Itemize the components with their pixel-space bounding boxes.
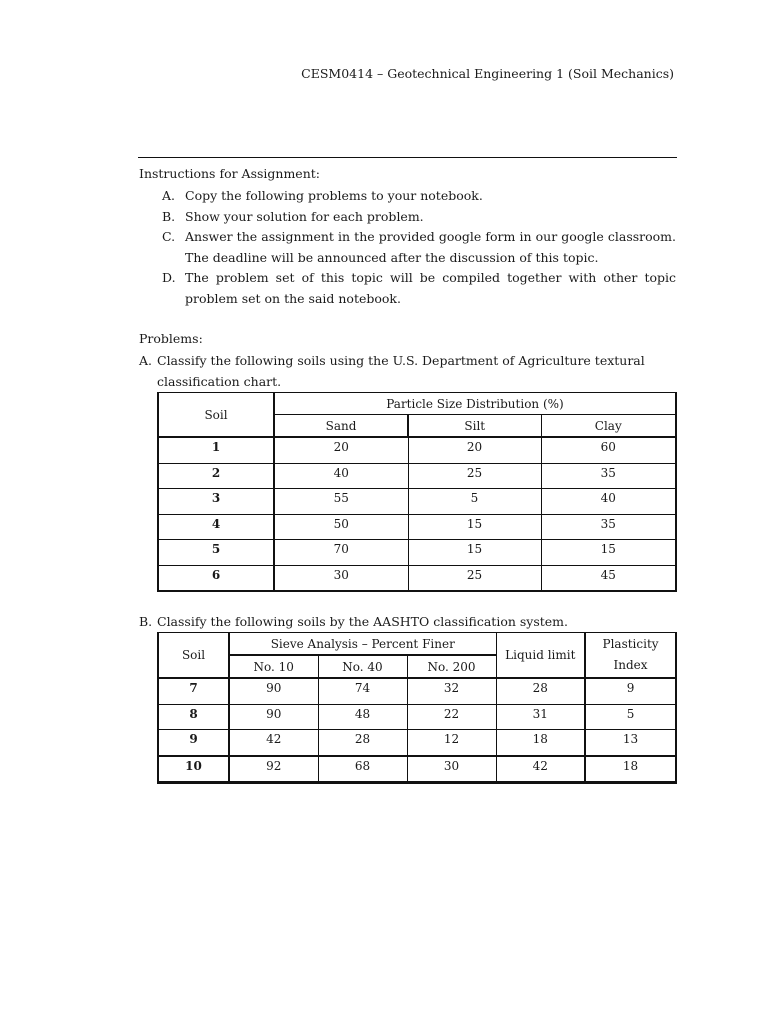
instruction-text: Show your solution for each problem.: [185, 208, 424, 224]
soil-number: 1: [158, 437, 274, 463]
problem-b-marker: B.: [139, 614, 153, 629]
problem-a-marker: A.: [139, 353, 153, 368]
problem-a: [139, 351, 676, 392]
no10-value: 90: [229, 704, 318, 730]
no200-value: 32: [407, 678, 496, 704]
silt-value: 25: [408, 565, 541, 591]
liquid-limit-value: 18: [496, 730, 585, 756]
soil-number: 2: [158, 463, 274, 489]
sand-value: 40: [274, 463, 408, 489]
soil-header: Soil: [158, 633, 229, 679]
table-row: [158, 540, 676, 566]
instruction-text: The problem set of this topic will be compiled together with other topic problem set on the said notebook.: [185, 270, 676, 306]
silt-value: 15: [408, 514, 541, 540]
soil-number: 5: [158, 540, 274, 566]
table-row: [158, 437, 676, 463]
liquid-limit-value: 42: [496, 756, 585, 783]
sieve-analysis-header: Sieve Analysis – Percent Finer: [229, 633, 496, 656]
table-row: [158, 730, 676, 756]
problem-b: [139, 612, 676, 633]
no200-value: 22: [407, 704, 496, 730]
no200-value: 12: [407, 730, 496, 756]
plasticity-index-value: 18: [585, 756, 676, 783]
problem-b-text: Classify the following soils by the AASHTO classification system.: [157, 614, 569, 629]
no200-value: 30: [407, 756, 496, 783]
particle-size-header: Particle Size Distribution (%): [274, 393, 676, 415]
no10-value: 42: [229, 730, 318, 756]
soil-number: 10: [158, 756, 229, 783]
aashto-table: [157, 632, 677, 784]
sand-value: 70: [274, 540, 408, 566]
no10-value: 90: [229, 678, 318, 704]
instructions-list: [162, 186, 676, 309]
soil-number: 7: [158, 678, 229, 704]
clay-value: 35: [541, 514, 676, 540]
clay-value: 15: [541, 540, 676, 566]
table-row: [158, 704, 676, 730]
plasticity-header-line-1: Plasticity: [602, 637, 659, 651]
instruction-item: [162, 207, 676, 228]
instruction-item: [162, 227, 676, 268]
no40-value: 28: [318, 730, 407, 756]
plasticity-index-value: 9: [585, 678, 676, 704]
no40-value: 68: [318, 756, 407, 783]
silt-header: Silt: [408, 415, 541, 438]
instruction-item: [162, 268, 676, 309]
liquid-limit-header: Liquid limit: [496, 633, 585, 679]
usda-table: [157, 392, 677, 592]
soil-number: 3: [158, 489, 274, 515]
table-row: [158, 756, 676, 783]
clay-value: 45: [541, 565, 676, 591]
soil-number: 6: [158, 565, 274, 591]
header-divider: [138, 157, 677, 158]
course-header: CESM0414 – Geotechnical Engineering 1 (Soil Mechanics): [301, 66, 674, 81]
instruction-marker: A.: [162, 188, 176, 203]
table-row: [158, 678, 676, 704]
silt-value: 25: [408, 463, 541, 489]
soil-number: 9: [158, 730, 229, 756]
instruction-marker: C.: [162, 229, 176, 244]
problems-title: Problems:: [139, 331, 203, 346]
table-row: [158, 489, 676, 515]
instructions-title: Instructions for Assignment:: [139, 166, 320, 181]
silt-value: 15: [408, 540, 541, 566]
sand-value: 55: [274, 489, 408, 515]
no10-value: 92: [229, 756, 318, 783]
no40-value: 48: [318, 704, 407, 730]
table-row: [158, 565, 676, 591]
no10-header: No. 10: [229, 655, 318, 678]
instruction-text: Answer the assignment in the provided google form in our google classroom. The deadline will be announced after the discussion of this topic.: [185, 229, 676, 265]
instruction-item: [162, 186, 676, 207]
clay-value: 40: [541, 489, 676, 515]
plasticity-index-value: 5: [585, 704, 676, 730]
sand-value: 50: [274, 514, 408, 540]
plasticity-index-value: 13: [585, 730, 676, 756]
silt-value: 20: [408, 437, 541, 463]
plasticity-index-header: [585, 633, 676, 679]
no40-header: No. 40: [318, 655, 407, 678]
silt-value: 5: [408, 489, 541, 515]
soil-header: Soil: [158, 393, 274, 438]
liquid-limit-value: 28: [496, 678, 585, 704]
instruction-marker: B.: [162, 208, 176, 224]
soil-number: 4: [158, 514, 274, 540]
clay-header: Clay: [541, 415, 676, 438]
table-row: [158, 463, 676, 489]
table-row: [158, 514, 676, 540]
instruction-text: Copy the following problems to your notebook.: [185, 188, 483, 203]
problem-a-text: Classify the following soils using the U.S. Department of Agriculture textural classification chart.: [157, 353, 645, 389]
sand-header: Sand: [274, 415, 408, 438]
plasticity-header-line-2: Index: [613, 658, 648, 672]
no200-header: No. 200: [407, 655, 496, 678]
soil-number: 8: [158, 704, 229, 730]
clay-value: 35: [541, 463, 676, 489]
sand-value: 30: [274, 565, 408, 591]
sand-value: 20: [274, 437, 408, 463]
clay-value: 60: [541, 437, 676, 463]
no40-value: 74: [318, 678, 407, 704]
liquid-limit-value: 31: [496, 704, 585, 730]
instruction-marker: D.: [162, 270, 176, 285]
